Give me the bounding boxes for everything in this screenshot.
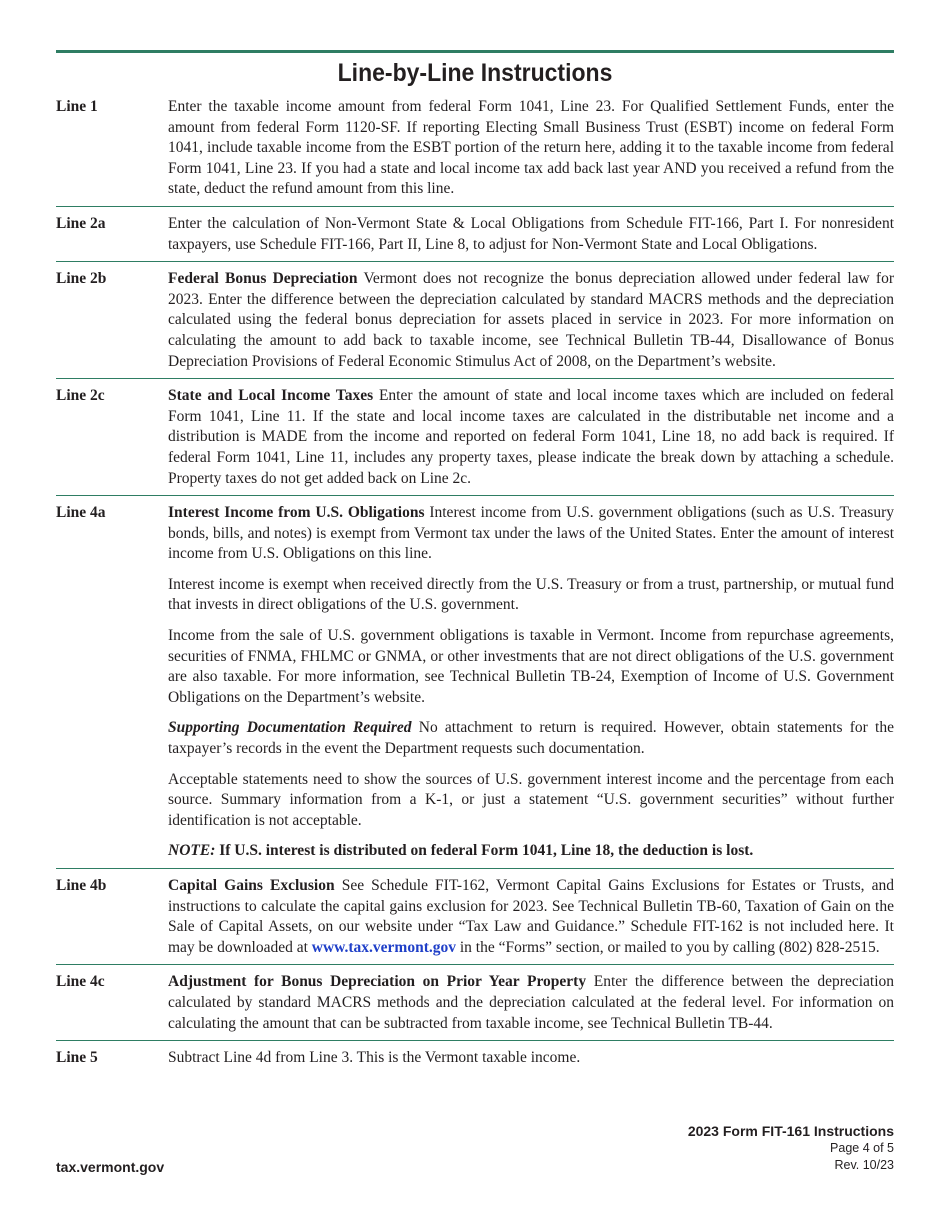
instruction-line-5 <box>56 1041 894 1075</box>
instruction-line-2b <box>56 262 894 379</box>
footer-website[interactable]: tax.vermont.gov <box>56 1159 165 1175</box>
paragraph: Supporting Documentation Required No attachment to return is required. However, obtain statements for the taxpayer’s records in the event the Department requests such documentation. <box>168 719 894 758</box>
note <box>168 841 894 862</box>
instruction-line-1 <box>56 95 894 207</box>
line-text <box>168 503 894 862</box>
website-link[interactable]: www.tax.vermont.gov <box>311 938 456 956</box>
line-text: Enter the calculation of Non-Vermont State & Local Obligations from Schedule FIT-166, Part I. For nonresident taxpayers, use Schedule FIT-166, Part II, Line 8, to adjust for Non-Vermont State and Local Obligations. <box>168 214 894 253</box>
line-label: Line 5 <box>56 1049 98 1067</box>
line-label: Line 4b <box>56 877 107 894</box>
line-label: Line 2c <box>56 387 105 405</box>
note-text: If U.S. interest is distributed on federal Form 1041, Line 18, the deduction is lost. <box>219 842 754 860</box>
line-label: Line 2a <box>56 214 106 232</box>
line-heading: State and Local Income Taxes <box>168 387 374 405</box>
paragraph: Acceptable statements need to show the sources of U.S. government interest income and the percentage from each source. Summary information from a K-1, or just a statement “U.S. government securities” without further identification is not acceptable. <box>168 770 894 829</box>
paragraph: Income from the sale of U.S. government obligations is taxable in Vermont. Income from repurchase agreements, securities of FNMA, FHLMC or GNMA, or other investments that are not direct obligations of the U.S. government are also taxable. For more information, see Technical Bulletin TB-24, Exemption of Income of U.S. Government Obligations on the Department’s website. <box>168 627 894 706</box>
form-name: 2023 Form FIT-161 Instructions <box>687 1123 894 1139</box>
footer-form-info <box>688 1122 894 1174</box>
subheading: Supporting Documentation Required <box>168 719 412 737</box>
line-heading: Capital Gains Exclusion <box>168 877 335 894</box>
line-heading: Federal Bonus Depreciation <box>168 270 358 288</box>
line-label: Line 4a <box>56 504 106 522</box>
line-text: State and Local Income Taxes Enter the amount of state and local income taxes which are included on federal Form 1041, Line 11. If the state and local income taxes are calculated in the distributable net income and a distribution is MADE from the income and reported on federal Form 1041, Line 18, no add back is required. If federal Form 1041, Line 11, includes any property taxes, please indicate the break down by attaching a schedule. Property taxes do not get added back on Line 2c. <box>168 387 894 487</box>
line-text: Enter the taxable income amount from federal Form 1041, Line 23. For Qualified Settlement Funds, enter the amount from federal Form 1120-SF. If reporting Electing Small Business Trust (ESBT) income on federal Form 1041, include taxable income from the ESBT portion of the return here, adding it to the taxable income from federal Form 1041, Line 23. If you had a state and local income tax add back last year AND you received a refund from the state, deduct the refund amount from this line. <box>168 98 894 198</box>
revision-date: Rev. 10/23 <box>834 1158 894 1172</box>
line-text: Capital Gains Exclusion See Schedule FIT-162, Vermont Capital Gains Exclusions for Estates or Trusts, and instructions to calculate the capital gains exclusion for 2023. See Technical Bulletin TB-60, Taxation of Gain on the Sale of Capital Assets, on our website under “Tax Law and Guidance.” Schedule FIT-162 is not included here. It may be downloaded at www.tax.vermont.gov in the “Forms” section, or mailed to you by calling (802) 828-2515. <box>168 877 894 956</box>
paragraph: Interest Income from U.S. Obligations Interest income from U.S. government obligations (such as U.S. Treasury bonds, bills, and notes) is exempt from Vermont tax under the laws of the United States. Enter the amount of interest income from U.S. Obligations on this line. <box>168 504 894 563</box>
instructions-list <box>56 95 894 1075</box>
line-label: Line 2b <box>56 270 107 288</box>
instruction-line-4b <box>56 869 894 965</box>
note-label: NOTE: <box>168 842 216 860</box>
line-text: Subtract Line 4d from Line 3. This is the Vermont taxable income. <box>168 1049 581 1067</box>
instruction-line-4a <box>56 496 894 869</box>
instruction-line-2a <box>56 207 894 262</box>
page-number: Page 4 of 5 <box>830 1141 894 1155</box>
line-text: Adjustment for Bonus Depreciation on Prior Year Property Enter the difference between the depreciation calculated by standard MACRS methods and the depreciation calculated at the federal level. For information on calculating the amount that can be subtracted from taxable income, see Technical Bulletin TB-44. <box>168 973 895 1032</box>
line-text: Federal Bonus Depreciation Vermont does not recognize the bonus depreciation allowed under federal law for 2023. Enter the difference between the depreciation calculated by standard MACRS methods and the depreciation calculated using the federal bonus depreciation for assets placed in service in 2023. For more information on calculating the amount to add back to taxable income, see Technical Bulletin TB-44, Disallowance of Bonus Depreciation Provisions of Federal Economic Stimulus Act of 2008, on the Department’s website. <box>168 270 894 370</box>
instruction-line-2c <box>56 379 894 496</box>
page-title: Line-by-Line Instructions <box>337 59 613 87</box>
line-label: Line 4c <box>56 973 105 991</box>
top-rule <box>56 50 894 53</box>
instruction-line-4c <box>56 965 894 1041</box>
line-label: Line 1 <box>56 98 98 115</box>
line-heading: Interest Income from U.S. Obligations <box>168 504 425 522</box>
line-heading: Adjustment for Bonus Depreciation on Prior Year Property <box>168 973 587 991</box>
paragraph: Interest income is exempt when received directly from the U.S. Treasury or from a trust, partnership, or mutual fund that invests in direct obligations of the U.S. government. <box>168 575 894 614</box>
